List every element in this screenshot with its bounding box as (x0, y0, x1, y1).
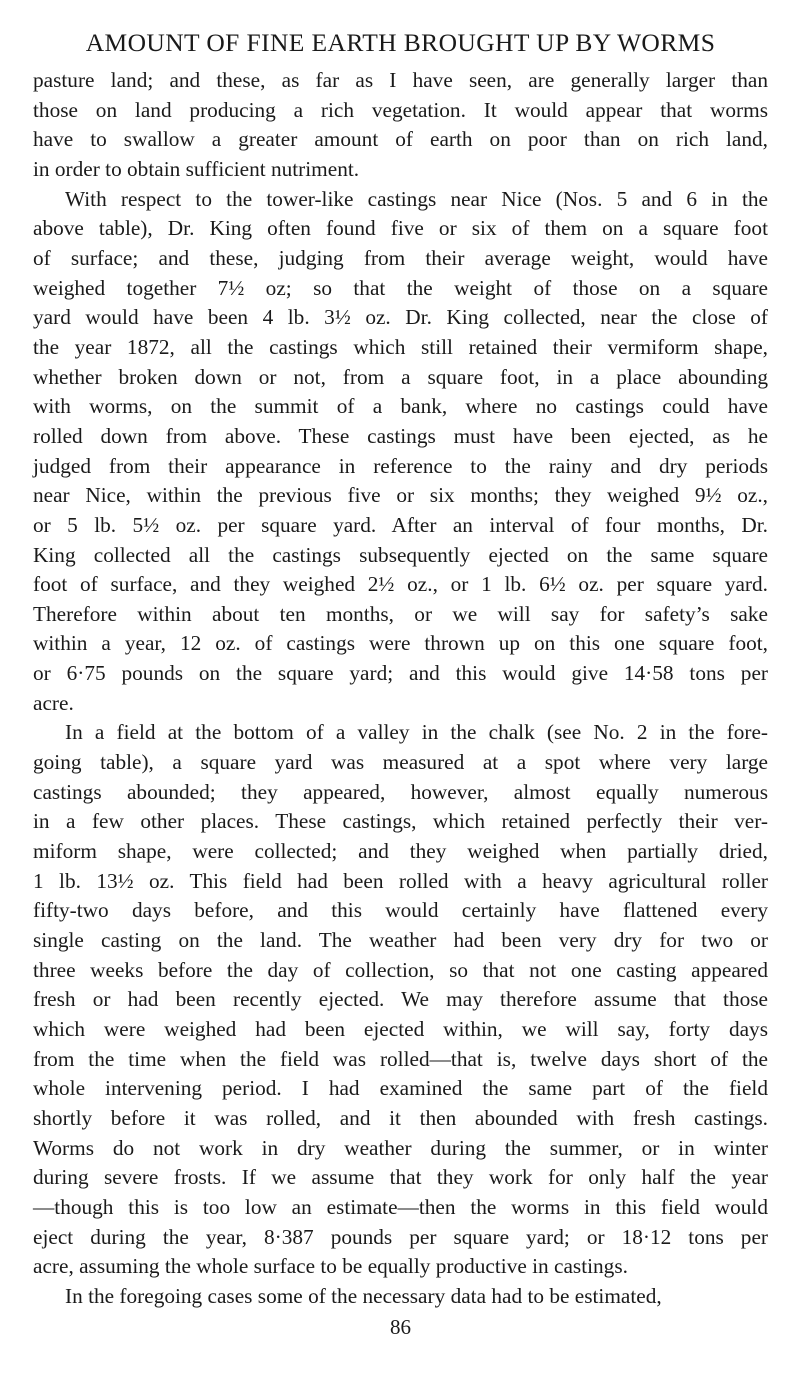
text-line: in order to obtain sufficient nutriment. (33, 156, 360, 181)
text-line: which were weighed had been ejected within, we will say, forty days (33, 1017, 768, 1041)
text-line: acre. (33, 690, 74, 715)
text-line: King collected all the castings subsequently ejected on the same square (33, 542, 768, 567)
text-line: Therefore within about ten months, or we will say for safety’s sake (33, 601, 768, 626)
text-line: three weeks before the day of collection, so that not one casting appeared (33, 957, 768, 982)
text-line: yard would have been 4 lb. 3½ oz. Dr. King collected, near the close of (33, 305, 768, 330)
text-line: the year 1872, all the castings which still retained their vermiform shape, (33, 334, 768, 359)
text-line: In a field at the bottom of a valley in the chalk (see No. 2 in the fore- (65, 720, 768, 745)
text-line: from the time when the field was rolled—that is, twelve days short of the (33, 1046, 768, 1071)
page-number: 86 (390, 1314, 411, 1339)
text-line: pasture land; and these, as far as I have seen, are generally larger than (33, 68, 768, 92)
text-line: during severe frosts. If we assume that they work for only half the year (33, 1165, 768, 1190)
text-line: fifty-two days before, and this would certainly have flattened every (33, 898, 768, 923)
text-line: Worms do not work in dry weather during the summer, or in winter (33, 1135, 768, 1160)
text-line: or 6·75 pounds on the square yard; and this would give 14·58 tons per (33, 661, 768, 686)
body-text (33, 66, 768, 1312)
text-line: within a year, 12 oz. of castings were thrown up on this one square foot, (33, 631, 768, 656)
text-line: have to swallow a greater amount of earth on poor than on rich land, (33, 127, 768, 152)
text-line: 1 lb. 13½ oz. This field had been rolled with a heavy agricultural roller (33, 868, 768, 893)
paragraph (33, 66, 768, 185)
paragraph (33, 718, 768, 1281)
text-line: acre, assuming the whole surface to be equally productive in castings. (33, 1254, 628, 1279)
text-line: single casting on the land. The weather had been very dry for two or (33, 928, 768, 953)
text-line: or 5 lb. 5½ oz. per square yard. After an interval of four months, Dr. (33, 512, 768, 537)
paragraph (33, 1282, 768, 1312)
text-line: miform shape, were collected; and they weighed when partially dried, (33, 839, 768, 864)
text-line: of surface; and these, judging from their average weight, would have (33, 245, 768, 270)
text-line: fresh or had been recently ejected. We may therefore assume that those (33, 987, 768, 1012)
text-line: —though this is too low an estimate—then the worms in this field would (33, 1194, 768, 1219)
text-line: in a few other places. These castings, which retained perfectly their ver- (33, 809, 768, 834)
text-line: with worms, on the summit of a bank, where no castings could have (33, 394, 768, 419)
text-line: those on land producing a rich vegetation. It would appear that worms (33, 97, 768, 122)
paragraph (33, 185, 768, 719)
text-line: going table), a square yard was measured at a spot where very large (33, 750, 768, 775)
text-line: whether broken down or not, from a square foot, in a place abounding (33, 364, 768, 389)
text-line: judged from their appearance in reference to the rainy and dry periods (33, 453, 768, 478)
text-line: shortly before it was rolled, and it then abounded with fresh castings. (33, 1105, 768, 1130)
text-line: castings abounded; they appeared, however, almost equally numerous (33, 779, 768, 804)
running-head: AMOUNT OF FINE EARTH BROUGHT UP BY WORMS (85, 28, 716, 57)
text-line: eject during the year, 8·387 pounds per square yard; or 18·12 tons per (33, 1224, 768, 1249)
text-line: With respect to the tower-like castings near Nice (Nos. 5 and 6 in the (65, 186, 768, 211)
text-line: whole intervening period. I had examined the same part of the field (33, 1076, 768, 1101)
text-line: foot of surface, and they weighed 2½ oz., or 1 lb. 6½ oz. per square yard. (33, 572, 768, 597)
text-line: In the foregoing cases some of the necessary data had to be estimated, (65, 1283, 662, 1308)
text-line: rolled down from above. These castings must have been ejected, as he (33, 423, 768, 448)
text-line: above table), Dr. King often found five or six of them on a square foot (33, 216, 768, 241)
text-line: weighed together 7½ oz; so that the weight of those on a square (33, 275, 768, 300)
text-line: near Nice, within the previous five or six months; they weighed 9½ oz., (33, 483, 768, 508)
